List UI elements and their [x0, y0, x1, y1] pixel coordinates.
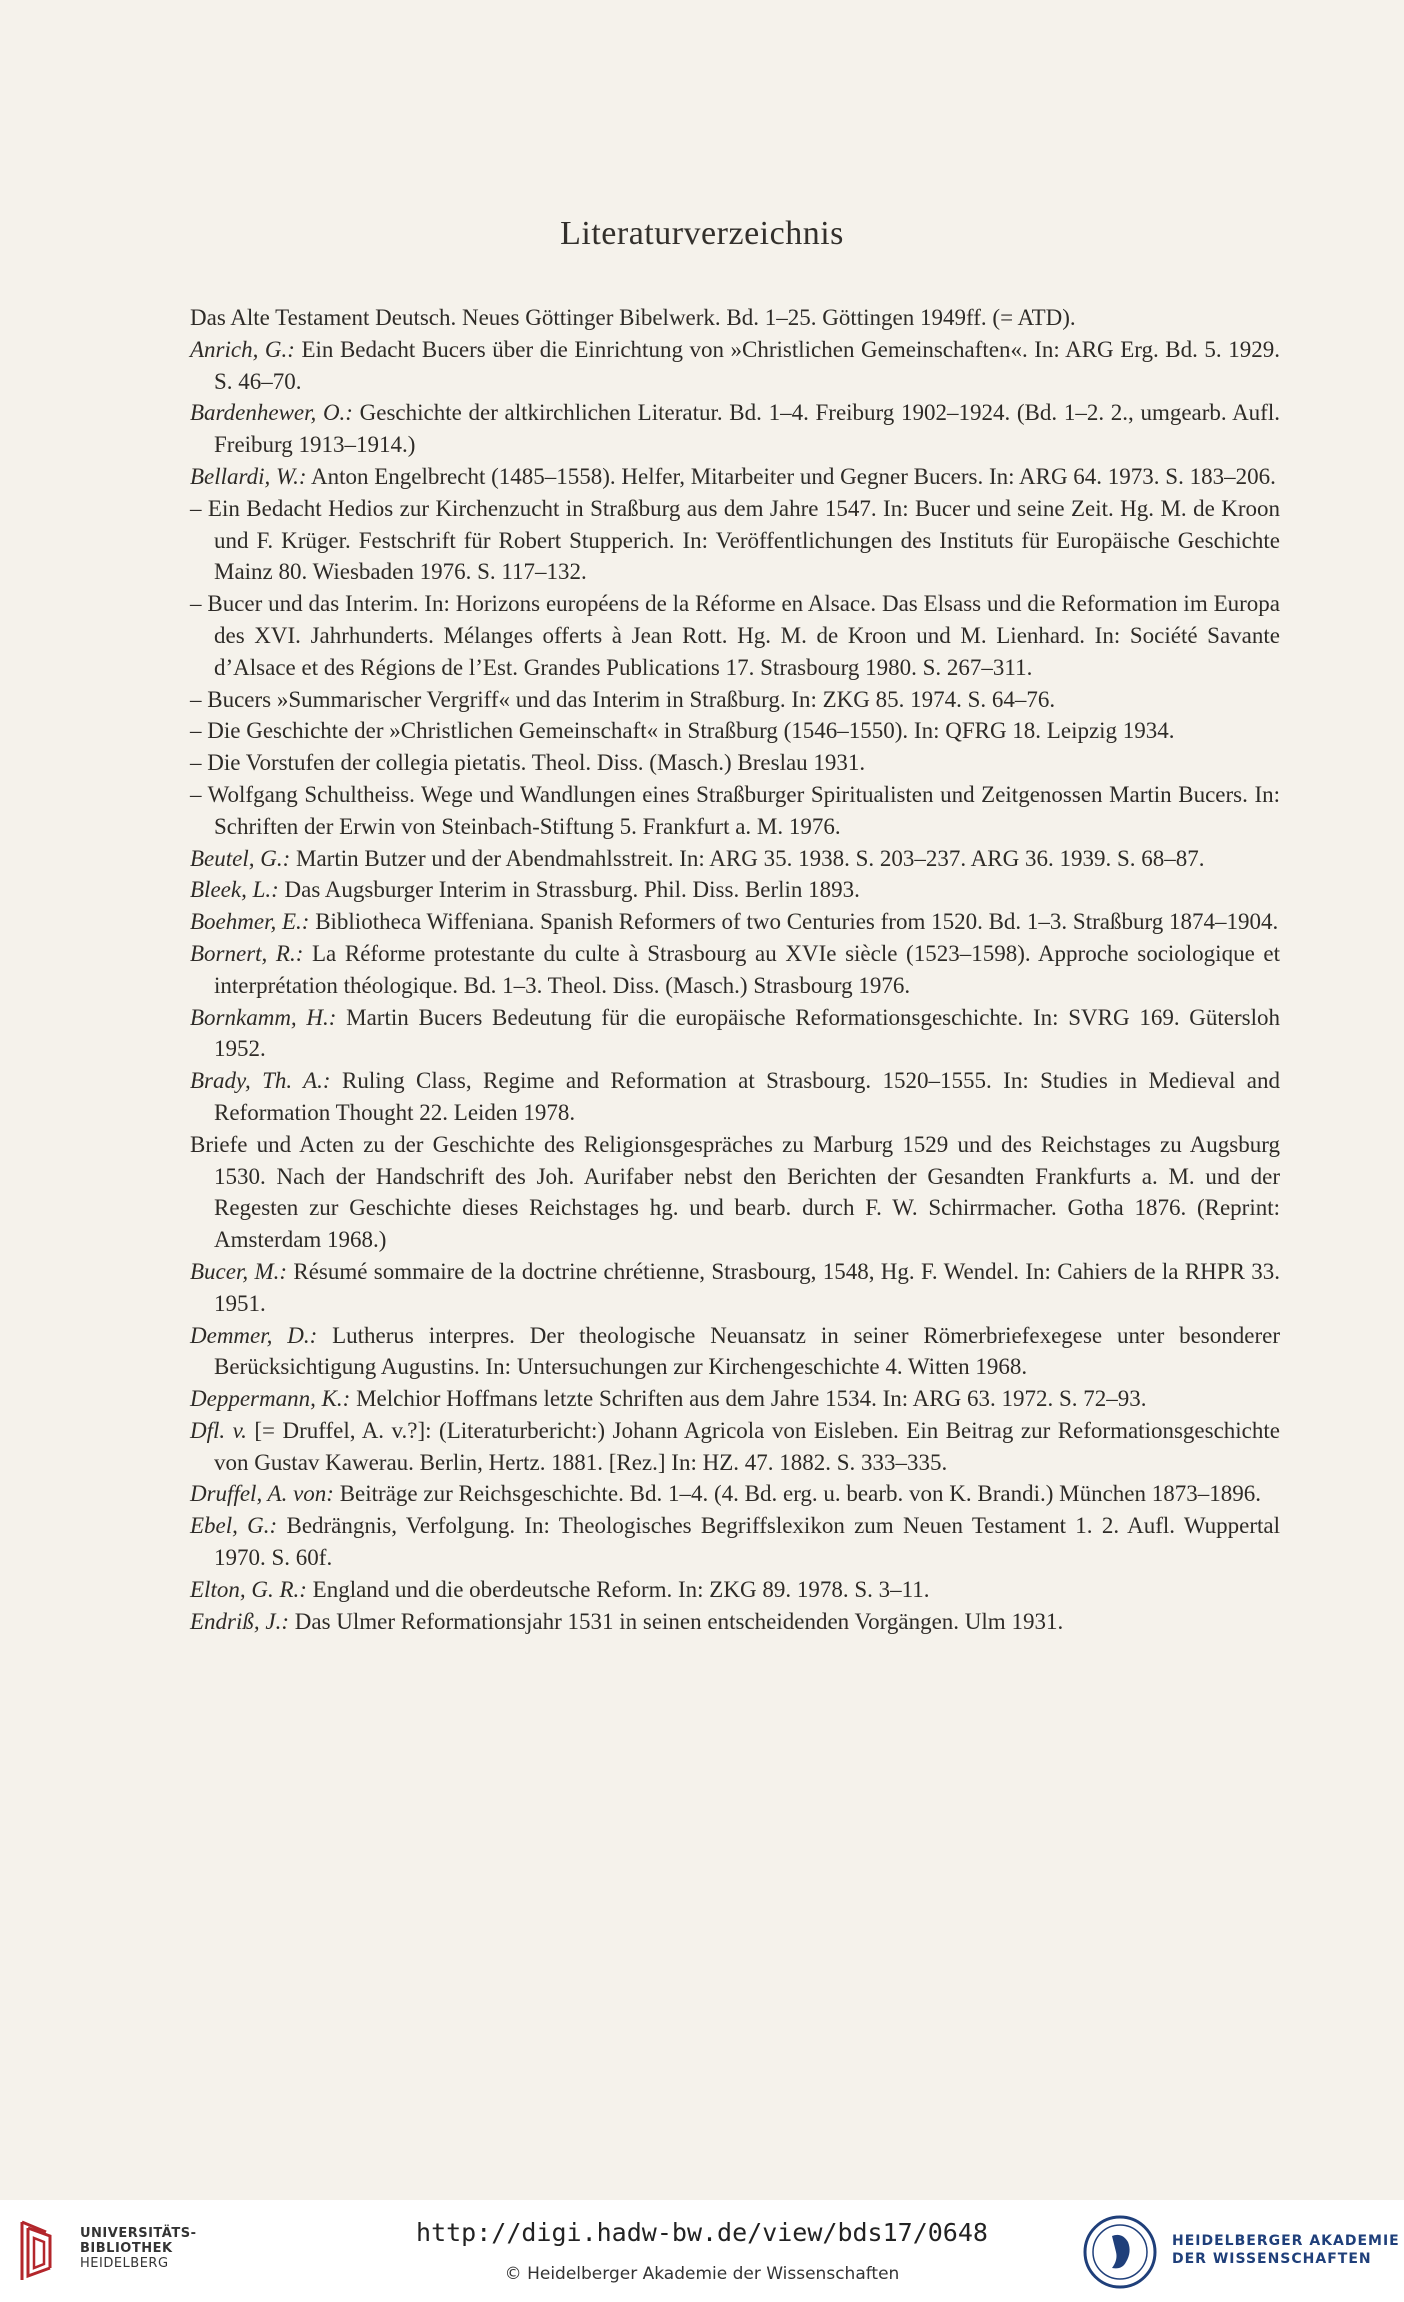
bibliography-entry: [190, 1606, 1280, 1638]
entry-text: Melchior Hoffmans letzte Schriften aus dem Jahre 1534. In: ARG 63. 1972. S. 72–93.: [350, 1386, 1147, 1412]
entry-text: – Die Geschichte der »Christlichen Gemeinschaft« in Straßburg (1546–1550). In: QFRG 18. Leipzig 1934.: [190, 718, 1175, 744]
bibliography-entry: [190, 1510, 1280, 1574]
entry-author: Brady, Th. A.:: [190, 1068, 331, 1094]
entry-author: Druffel, A. von:: [190, 1481, 334, 1507]
entry-author: Bornkamm, H.:: [190, 1004, 337, 1030]
academy-line-2: DER WISSENSCHAFTEN: [1172, 2251, 1372, 2267]
footer-bar: [0, 2200, 1404, 2302]
entry-author: Bucer, M.:: [190, 1258, 288, 1284]
entry-author: Dfl. v.: [190, 1417, 247, 1443]
bibliography-entry: [190, 684, 1280, 716]
entry-text: La Réforme protestante du culte à Strasbourg au XVIe siècle (1523–1598). Approche sociologique et interprétation théologique. Bd. 1–3. Theol. Diss. (Masch.) Strasbourg 1976.: [214, 940, 1280, 998]
academy-line-1: HEIDELBERGER AKADEMIE: [1172, 2233, 1400, 2249]
entry-text: – Ein Bedacht Hedios zur Kirchenzucht in Straßburg aus dem Jahre 1547. In: Bucer und seine Zeit. Hg. M. de Kroon und F. Krüger. Festschrift für Robert Stupperich. In: Veröffentlichungen des Instituts für Europäische Geschichte Mainz 80. Wiesbaden 1976. S. 117–132.: [190, 495, 1280, 585]
entry-text: Ruling Class, Regime and Reformation at Strasbourg. 1520–1555. In: Studies in Medieval and Reformation Thought 22. Leiden 1978.: [214, 1068, 1280, 1125]
entry-text: – Bucers »Summarischer Vergriff« und das Interim in Straßburg. In: ZKG 85. 1974. S. 64–76.: [190, 686, 1056, 712]
academy-name: [1172, 2232, 1400, 2268]
library-line-2: BIBLIOTHEK: [80, 2241, 173, 2256]
bibliography-entry: [190, 1065, 1280, 1129]
entry-author: Anrich, G.:: [190, 336, 295, 362]
bibliography-entry: [190, 715, 1280, 747]
entry-text: – Wolfgang Schultheiss. Wege und Wandlungen eines Straßburger Spiritualisten und Zeitgenossen Martin Bucers. In: Schriften der Erwin von Steinbach-Stiftung 5. Frankfurt a. M. 1976.: [190, 781, 1280, 839]
bibliography-entry: [190, 1129, 1280, 1256]
entry-text: Das Alte Testament Deutsch. Neues Göttinger Bibelwerk. Bd. 1–25. Göttingen 1949ff. (= ATD).: [190, 305, 1076, 330]
entry-text: Geschichte der altkirchlichen Literatur. Bd. 1–4. Freiburg 1902–1924. (Bd. 1–2. 2., umgearb. Aufl. Freiburg 1913–1914.): [214, 400, 1280, 458]
bibliography-entry: [190, 461, 1280, 493]
page-title: Literaturverzeichnis: [560, 215, 844, 252]
entry-text: [= Druffel, A. v.?]: (Literaturbericht:) Johann Agricola von Eisleben. Ein Beitrag zur Reformationsgeschichte von Gustav Kawerau. Berlin, Hertz. 1881. [Rez.] In: HZ. 47. 1882. S. 333–335.: [214, 1417, 1280, 1475]
bibliography-entry: [190, 938, 1280, 1002]
entry-text: Bedrängnis, Verfolgung. In: Theologisches Begriffslexikon zum Neuen Testament 1. 2. Aufl. Wuppertal 1970. S. 60f.: [214, 1513, 1280, 1571]
entry-author: Bellardi, W.:: [190, 463, 307, 489]
entry-text: Ein Bedacht Bucers über die Einrichtung von »Christlichen Gemeinschaften«. In: ARG Erg. Bd. 5. 1929. S. 46–70.: [214, 336, 1280, 394]
bibliography-entry: [190, 1002, 1280, 1066]
entry-author: Ebel, G.:: [190, 1513, 278, 1539]
entry-author: Bardenhewer, O.:: [190, 400, 353, 426]
bibliography-entry: [190, 302, 1280, 334]
library-line-1: UNIVERSITÄTS-: [80, 2226, 197, 2241]
bibliography-entry: [190, 1478, 1280, 1510]
bibliography-entry: [190, 779, 1280, 843]
bibliography-entry: [190, 843, 1280, 875]
bibliography-entry: [190, 906, 1280, 938]
bibliography-entry: [190, 588, 1280, 683]
bibliography-entry: [190, 493, 1280, 588]
library-line-3: HEIDELBERG: [80, 2256, 169, 2271]
bibliography-entry: [190, 1415, 1280, 1479]
entry-author: Elton, G. R.:: [190, 1576, 307, 1602]
entry-text: Das Ulmer Reformationsjahr 1531 in seinen entscheidenden Vorgängen. Ulm 1931.: [289, 1608, 1064, 1634]
entry-text: Martin Butzer und der Abendmahlsstreit. In: ARG 35. 1938. S. 203–237. ARG 36. 1939. S. 68–87.: [290, 845, 1205, 871]
bibliography-entry: [190, 874, 1280, 906]
academy-seal-icon: [1082, 2214, 1158, 2290]
bibliography-entry: [190, 1320, 1280, 1384]
entry-text: Lutherus interpres. Der theologische Neuansatz in seiner Römerbriefexegese unter besonderer Berücksichtigung Augustins. In: Untersuchungen zur Kirchengeschichte 4. Witten 1968.: [214, 1322, 1280, 1380]
entry-text: Martin Bucers Bedeutung für die europäische Reformationsgeschichte. In: SVRG 169. Gütersloh 1952.: [214, 1004, 1280, 1062]
copyright-notice: © Heidelberger Akademie der Wissenschaften: [504, 2264, 900, 2284]
bibliography-entry: [190, 397, 1280, 461]
bibliography-entry: [190, 334, 1280, 398]
entry-author: Bornert, R.:: [190, 940, 304, 966]
entry-text: – Bucer und das Interim. In: Horizons européens de la Réforme en Alsace. Das Elsass und die Reformation im Europa des XVI. Jahrhunderts. Mélanges offerts à Jean Rott. Hg. M. de Kroon und M. Lienhard. In: Société Savante d’Alsace et des Régions de l’Est. Grandes Publications 17. Strasbourg 1980. S. 267–311.: [190, 591, 1280, 680]
entry-author: Boehmer, E.:: [190, 909, 310, 935]
entry-text: Anton Engelbrecht (1485–1558). Helfer, Mitarbeiter und Gegner Bucers. In: ARG 64. 1973. S. 183–206.: [306, 463, 1276, 489]
bibliography-list: [190, 302, 1280, 1637]
bibliography-entry: [190, 1574, 1280, 1606]
entry-author: Beutel, G.:: [190, 845, 291, 871]
entry-text: Beiträge zur Reichsgeschichte. Bd. 1–4. (4. Bd. erg. u. bearb. von K. Brandi.) München 1873–1896.: [333, 1481, 1261, 1507]
bibliography-entry: [190, 1256, 1280, 1320]
entry-text: Das Augsburger Interim in Strassburg. Phil. Diss. Berlin 1893.: [278, 877, 860, 903]
entry-text: Bibliotheca Wiffeniana. Spanish Reformers of two Centuries from 1520. Bd. 1–3. Straßburg 1874–1904.: [309, 909, 1279, 935]
entry-author: Bleek, L.:: [190, 877, 279, 903]
entry-author: Deppermann, K.:: [190, 1386, 351, 1412]
entry-text: Briefe und Acten zu der Geschichte des Religionsgespräches zu Marburg 1529 und des Reichstages zu Augsburg 1530. Nach der Handschrift des Joh. Aurifaber nebst den Berichten der Gesandten Frankfurts a. M. und der Regesten zur Geschichte dieses Reichstages hg. und bearb. durch F. W. Schirrmacher. Gotha 1876. (Reprint: Amsterdam 1968.): [190, 1131, 1280, 1253]
bibliography-entry: [190, 747, 1280, 779]
entry-text: Résumé sommaire de la doctrine chrétienne, Strasbourg, 1548, Hg. F. Wendel. In: Cahiers de la RHPR 33. 1951.: [214, 1258, 1280, 1316]
entry-author: Demmer, D.:: [190, 1322, 318, 1348]
entry-text: England und die oberdeutsche Reform. In: ZKG 89. 1978. S. 3–11.: [306, 1576, 930, 1602]
entry-text: – Die Vorstufen der collegia pietatis. Theol. Diss. (Masch.) Breslau 1931.: [190, 750, 866, 776]
bibliography-entry: [190, 1383, 1280, 1415]
permalink-url[interactable]: http://digi.hadw-bw.de/view/bds17/0648: [416, 2218, 988, 2247]
entry-author: Endriß, J.:: [190, 1608, 290, 1634]
